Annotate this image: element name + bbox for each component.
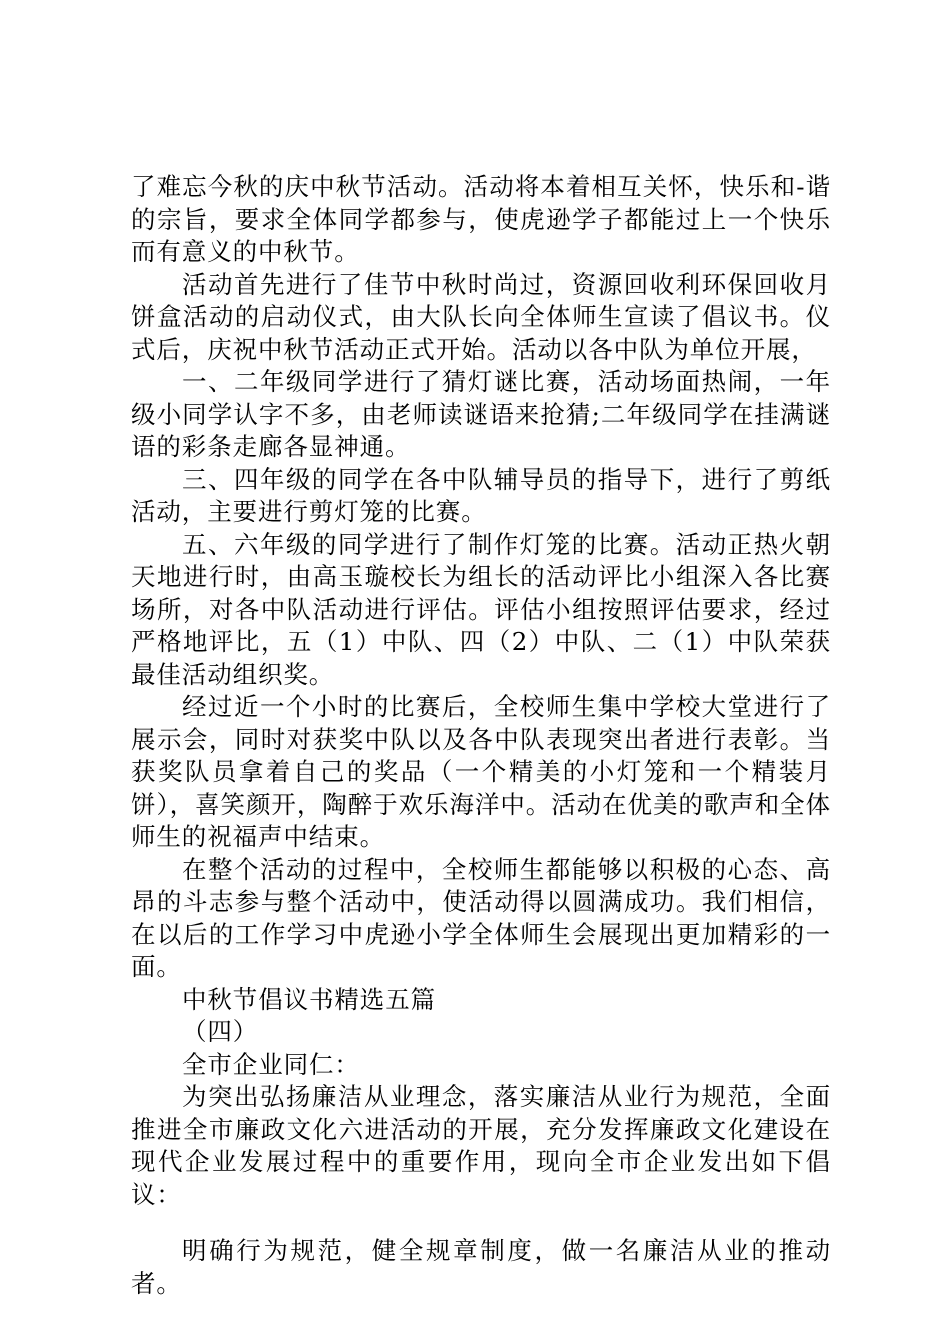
document-body xyxy=(131,171,831,1300)
paragraph-grade-3-4: 三、四年级的同学在各中队辅导员的指导下，进行了剪纸活动，主要进行剪灯笼的比赛。 xyxy=(131,464,831,526)
paragraph-conclusion: 在整个活动的过程中，全校师生都能够以积极的心态、高昂的斗志参与整个活动中，使活动得以圆满成功。我们相信，在以后的工作学习中虎逊小学全体师生会展现出更加精彩的一面。 xyxy=(131,854,831,981)
paragraph-opening-ceremony: 活动首先进行了佳节中秋时尚过，资源回收利环保回收月饼盒活动的启动仪式，由大队长向全体师生宣读了倡议书。仪式后，庆祝中秋节活动正式开始。活动以各中队为单位开展， xyxy=(131,269,831,364)
paragraph-grade-5-6: 五、六年级的同学进行了制作灯笼的比赛。活动正热火朝天地进行时，由高玉璇校长为组长的活动评比小组深入各比赛场所，对各中队活动进行评估。评估小组按照评估要求，经过严格地评比，五（1）中队、四（2）中队、二（1）中队荣获最佳活动组织奖。 xyxy=(131,529,831,689)
paragraph-grade-1-2: 一、二年级同学进行了猜灯谜比赛，活动场面热闹，一年级小同学认字不多，由老师读谜语来抢猜;二年级同学在挂满谜语的彩条走廊各显神通。 xyxy=(131,367,831,461)
paragraph-continuation: 了难忘今秋的庆中秋节活动。活动将本着相互关怀，快乐和-谐的宗旨，要求全体同学都参与，使虎逊学子都能过上一个快乐而有意义的中秋节。 xyxy=(131,172,831,266)
salutation: 全市企业同仁： xyxy=(182,1049,360,1079)
paragraph-proposal-intro: 为突出弘扬廉洁从业理念，落实廉洁从业行为规范，全面推进全市廉政文化六进活动的开展，充分发挥廉政文化建设在现代企业发展过程中的重要作用，现向全市企业发出如下倡议： xyxy=(131,1082,831,1209)
paragraph-exhibition: 经过近一个小时的比赛后，全校师生集中学校大堂进行了展示会，同时对获奖中队以及各中队表现突出者进行表彰。当获奖队员拿着自己的奖品（一个精美的小灯笼和一个精装月饼），喜笑颜开，陶醉于欢乐海洋中。活动在优美的歌声和全体师生的祝福声中结束。 xyxy=(131,692,831,851)
section-heading: 中秋节倡议书精选五篇 xyxy=(182,984,436,1014)
section-number: （四） xyxy=(182,1017,259,1046)
paragraph-proposal-item: 明确行为规范，健全规章制度，做一名廉洁从业的推动者。 xyxy=(131,1236,831,1298)
